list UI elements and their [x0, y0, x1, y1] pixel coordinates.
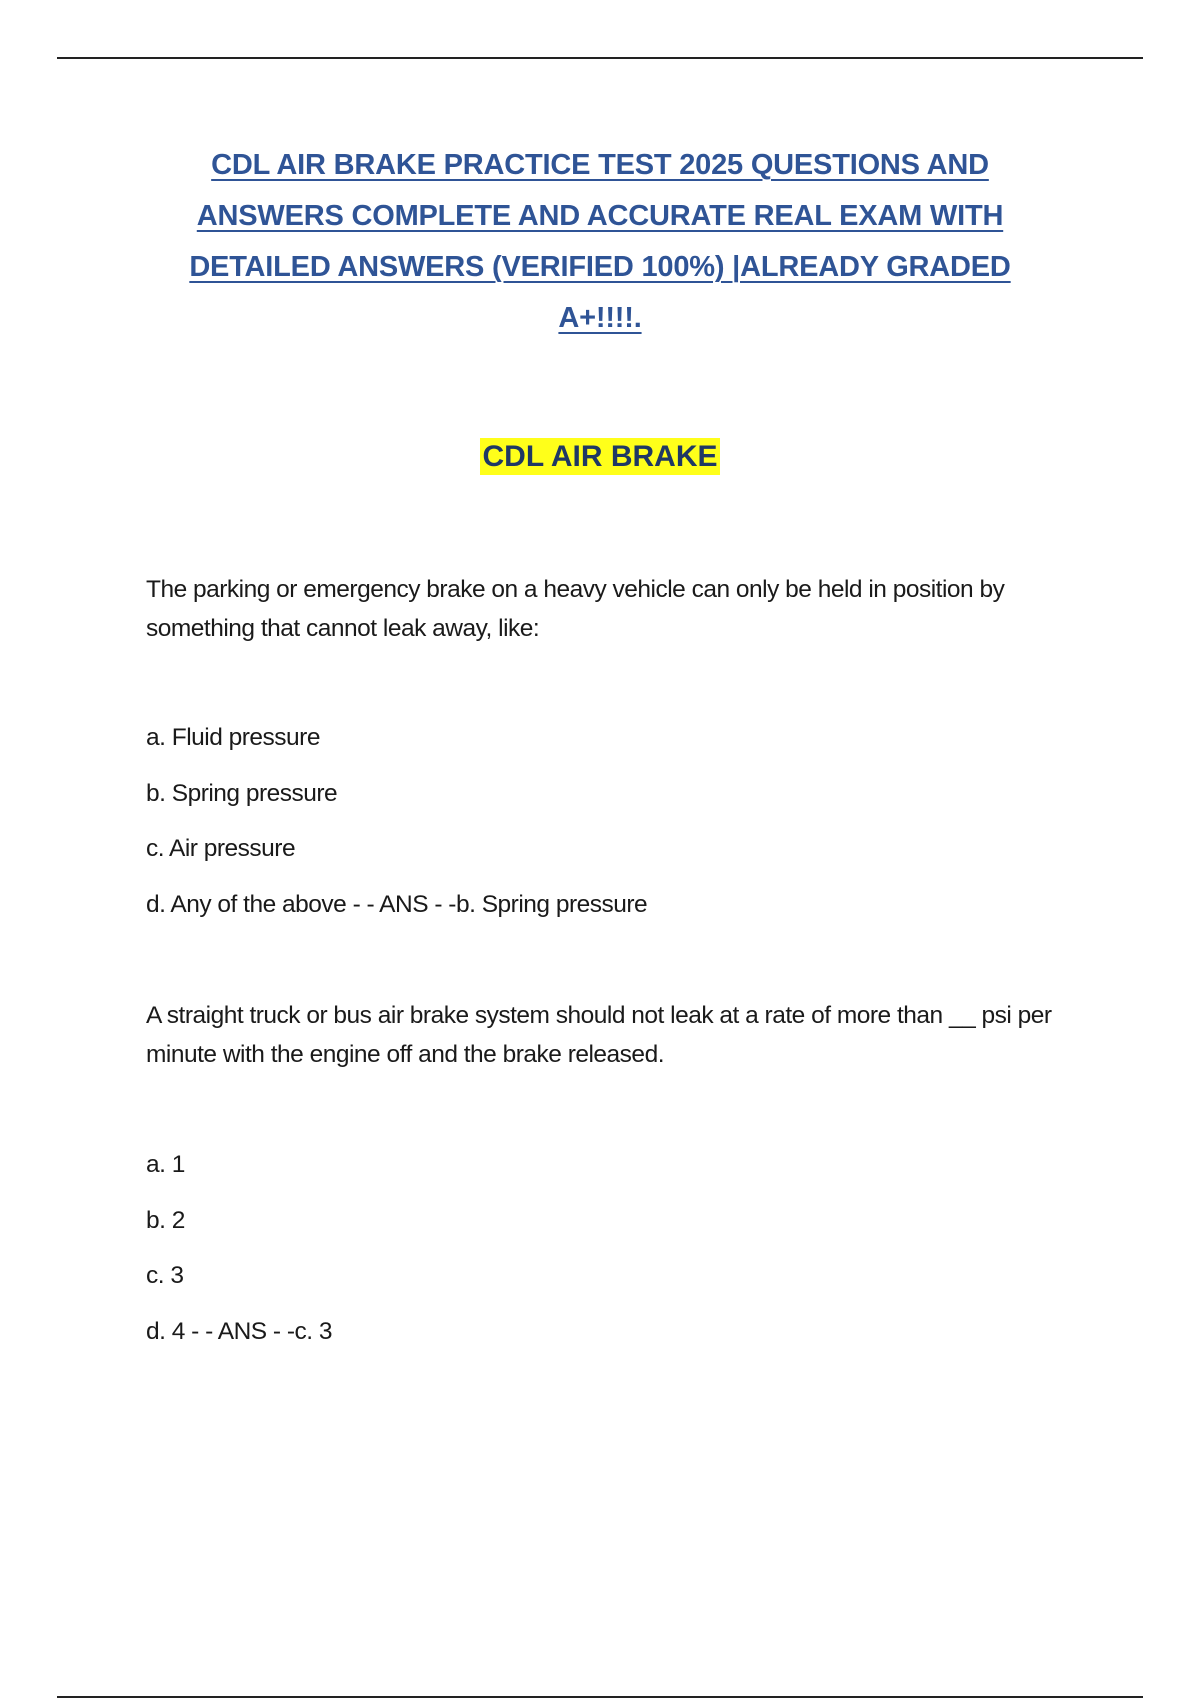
document-title-text: CDL AIR BRAKE PRACTICE TEST 2025 QUESTIONS AND ANSWERS COMPLETE AND ACCURATE REAL EXAM WITH DETAILED ANSWERS (VERIFIED 100%) |ALREADY GRADED A+!!!!. [189, 149, 1011, 334]
question-1-text: The parking or emergency brake on a heavy vehicle can only be held in position by something that cannot leak away, like: [146, 576, 1005, 642]
section-heading [0, 434, 1200, 480]
question-1-option-d: d. Any of the above - - ANS - -b. Spring pressure [146, 890, 648, 918]
question-2-option-d: d. 4 - - ANS - -c. 3 [146, 1317, 333, 1345]
question-2-options [146, 1150, 332, 1372]
question-1-options [146, 723, 647, 945]
question-1-option-c: c. Air pressure [146, 835, 296, 862]
question-1-option-a: a. Fluid pressure [146, 724, 320, 751]
bottom-rule [57, 1696, 1143, 1698]
question-2-option-a: a. 1 [146, 1151, 185, 1178]
top-rule [57, 57, 1143, 59]
question-1-option-b: b. Spring pressure [146, 779, 338, 807]
question-2-text: A straight truck or bus air brake system should not leak at a rate of more than __ psi per minute with the engine off and the brake released. [146, 1002, 1052, 1068]
section-heading-text: CDL AIR BRAKE [482, 440, 718, 473]
question-2-option-c: c. 3 [146, 1262, 184, 1289]
document-title [150, 140, 1050, 344]
question-2-option-b: b. 2 [146, 1206, 185, 1234]
